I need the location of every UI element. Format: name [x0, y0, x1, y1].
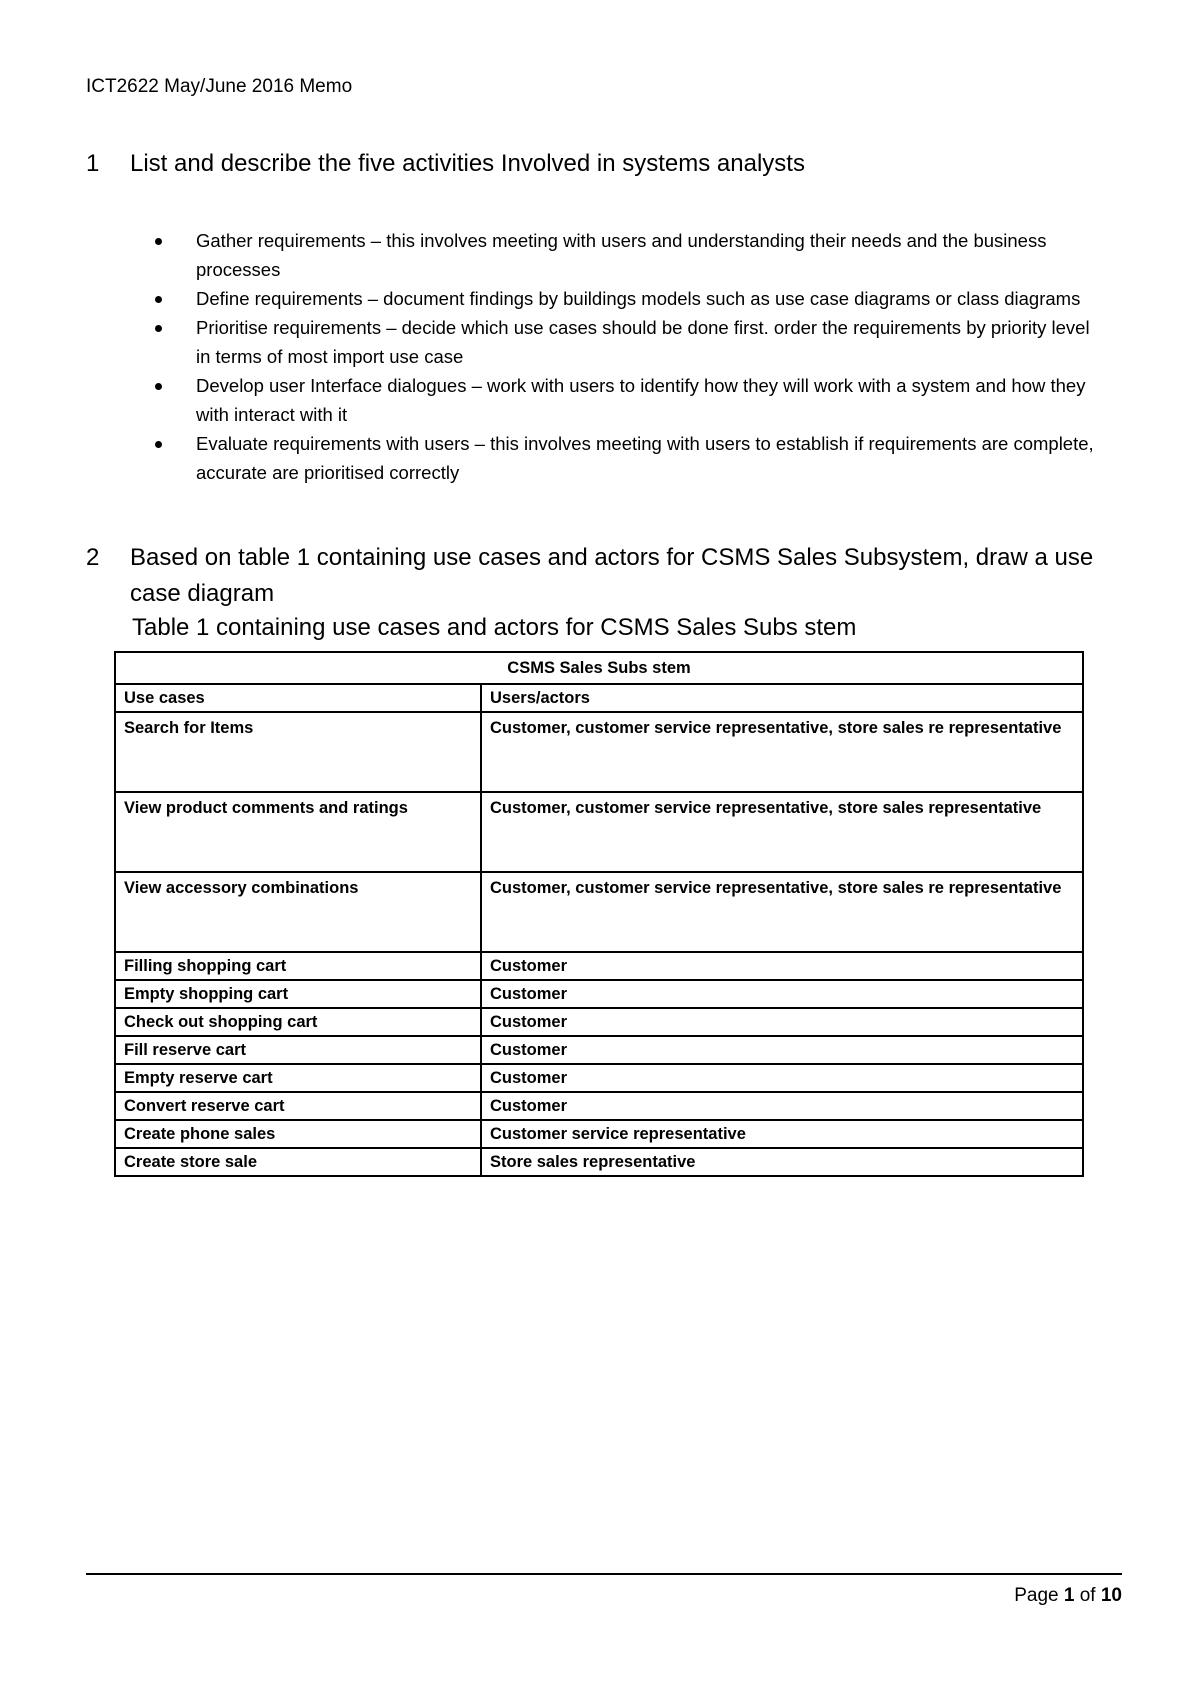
list-item-text: Evaluate requirements with users – this involves meeting with users to establish if requirements are complete, accurate are prioritised correctly	[196, 433, 1094, 483]
question-2-number: 2	[86, 544, 100, 571]
list-item	[150, 371, 1100, 429]
actors-cell: Customer, customer service representative, store sales re representative	[481, 712, 1083, 792]
actors-cell: Customer	[481, 1036, 1083, 1064]
use-case-cell: View accessory combinations	[115, 872, 481, 952]
table-row	[115, 872, 1083, 952]
table-row	[115, 952, 1083, 980]
use-case-cell: Empty reserve cart	[115, 1064, 481, 1092]
actors-cell: Customer	[481, 1064, 1083, 1092]
actors-cell: Customer, customer service representative, store sales re representative	[481, 872, 1083, 952]
page-label: Page	[1014, 1585, 1059, 1606]
list-item	[150, 284, 1100, 313]
total-pages: 10	[1100, 1585, 1122, 1606]
use-case-cell: Filling shopping cart	[115, 952, 481, 980]
bullet-icon	[155, 441, 162, 448]
use-case-cell: Check out shopping cart	[115, 1008, 481, 1036]
table-row	[115, 1120, 1083, 1148]
use-case-cell: Create phone sales	[115, 1120, 481, 1148]
use-case-cell: Create store sale	[115, 1148, 481, 1176]
use-case-cell: Empty shopping cart	[115, 980, 481, 1008]
actors-cell: Customer	[481, 1092, 1083, 1120]
document-header: ICT2622 May/June 2016 Memo	[86, 76, 353, 97]
question-1-heading	[86, 146, 1096, 182]
table-title: CSMS Sales Subs stem	[115, 652, 1083, 684]
use-case-cell: Search for Items	[115, 712, 481, 792]
table-row	[115, 1092, 1083, 1120]
list-item-text: Gather requirements – this involves meeting with users and understanding their needs and the business processes	[196, 230, 1047, 280]
table-row	[115, 1036, 1083, 1064]
footer-divider	[86, 1573, 1122, 1575]
table-row	[115, 1008, 1083, 1036]
of-label: of	[1079, 1585, 1096, 1606]
list-item-text: Define requirements – document findings by buildings models such as use case diagrams or class diagrams	[196, 288, 1081, 309]
table-row	[115, 1064, 1083, 1092]
bullet-icon	[155, 325, 162, 332]
page-number: 1	[1063, 1585, 1075, 1606]
bullet-icon	[155, 383, 162, 390]
table-row	[115, 1148, 1083, 1176]
actors-cell: Customer	[481, 952, 1083, 980]
actors-cell: Customer	[481, 980, 1083, 1008]
column-header-actors: Users/actors	[481, 684, 1083, 712]
actors-cell: Customer, customer service representative, store sales representative	[481, 792, 1083, 872]
list-item-text: Prioritise requirements – decide which use cases should be done first. order the requirements by priority level in terms of most import use case	[196, 317, 1090, 367]
actors-cell: Store sales representative	[481, 1148, 1083, 1176]
question-2-heading	[86, 540, 1096, 612]
actors-cell: Customer service representative	[481, 1120, 1083, 1148]
table-row	[115, 712, 1083, 792]
bullet-icon	[155, 296, 162, 303]
actors-cell: Customer	[481, 1008, 1083, 1036]
table-caption: Table 1 containing use cases and actors for CSMS Sales Subs stem	[132, 614, 857, 641]
list-item	[150, 226, 1100, 284]
list-item	[150, 429, 1100, 487]
use-case-cell: View product comments and ratings	[115, 792, 481, 872]
use-case-table	[114, 651, 1084, 1177]
column-header-use-cases: Use cases	[115, 684, 481, 712]
table-row	[115, 980, 1083, 1008]
list-item-text: Develop user Interface dialogues – work with users to identify how they will work with a system and how they with interact with it	[196, 375, 1086, 425]
bullet-icon	[155, 238, 162, 245]
table-header-row	[115, 684, 1083, 712]
question-1-text: List and describe the five activities Involved in systems analysts	[130, 150, 805, 177]
question-1-number: 1	[86, 150, 100, 177]
question-1-answer-list	[150, 226, 1100, 487]
page-footer	[1014, 1585, 1122, 1607]
use-case-cell: Convert reserve cart	[115, 1092, 481, 1120]
question-2-text: Based on table 1 containing use cases and actors for CSMS Sales Subsystem, draw a use case diagram	[130, 544, 1094, 607]
list-item	[150, 313, 1100, 371]
use-case-cell: Fill reserve cart	[115, 1036, 481, 1064]
table-row	[115, 792, 1083, 872]
